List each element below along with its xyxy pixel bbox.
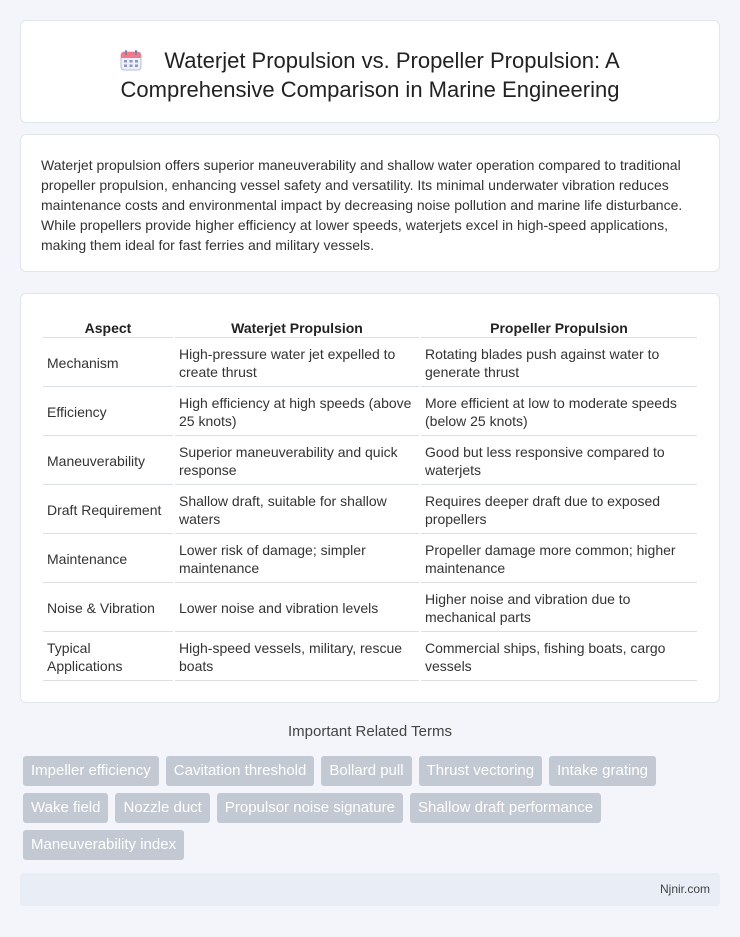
- column-header-aspect: Aspect: [43, 316, 173, 338]
- term-tag[interactable]: Propulsor noise signature: [217, 793, 403, 823]
- table-cell-aspect: Maneuverability: [43, 438, 173, 485]
- table-cell-propeller: Requires deeper draft due to exposed propellers: [421, 487, 697, 534]
- table-row: [43, 340, 697, 387]
- term-tag[interactable]: Wake field: [23, 793, 108, 823]
- table-cell-aspect: Maintenance: [43, 536, 173, 583]
- term-tag[interactable]: Cavitation threshold: [166, 756, 315, 786]
- related-terms-heading: Important Related Terms: [288, 723, 452, 740]
- table-cell-aspect: Efficiency: [43, 389, 173, 436]
- comparison-table: [41, 314, 699, 683]
- term-tag[interactable]: Intake grating: [549, 756, 656, 786]
- term-tag[interactable]: Impeller efficiency: [23, 756, 159, 786]
- table-cell-aspect: Typical Applications: [43, 634, 173, 681]
- table-cell-propeller: Commercial ships, fishing boats, cargo vessels: [421, 634, 697, 681]
- comparison-table-card: [20, 293, 720, 703]
- footer: [20, 873, 720, 906]
- table-cell-waterjet: Superior maneuverability and quick response: [175, 438, 419, 485]
- title-card: [20, 20, 720, 123]
- table-cell-propeller: Propeller damage more common; higher maintenance: [421, 536, 697, 583]
- table-cell-aspect: Draft Requirement: [43, 487, 173, 534]
- table-header-row: [43, 316, 697, 338]
- table-cell-aspect: Mechanism: [43, 340, 173, 387]
- table-row: [43, 487, 697, 534]
- table-cell-waterjet: High-speed vessels, military, rescue boats: [175, 634, 419, 681]
- table-cell-waterjet: High efficiency at high speeds (above 25 knots): [175, 389, 419, 436]
- table-cell-propeller: Higher noise and vibration due to mechanical parts: [421, 585, 697, 632]
- term-tag[interactable]: Shallow draft performance: [410, 793, 601, 823]
- page-title-text: Waterjet Propulsion vs. Propeller Propulsion: A Comprehensive Comparison in Marine Engineering: [120, 48, 620, 102]
- table-row: [43, 634, 697, 681]
- table-row: [43, 389, 697, 436]
- related-terms-list: [23, 756, 723, 867]
- column-header-waterjet: Waterjet Propulsion: [175, 316, 419, 338]
- table-cell-waterjet: Shallow draft, suitable for shallow waters: [175, 487, 419, 534]
- table-cell-waterjet: Lower risk of damage; simpler maintenance: [175, 536, 419, 583]
- table-cell-propeller: Good but less responsive compared to waterjets: [421, 438, 697, 485]
- term-tag[interactable]: Bollard pull: [321, 756, 411, 786]
- table-row: [43, 536, 697, 583]
- summary-text: Waterjet propulsion offers superior maneuverability and shallow water operation compared to traditional propeller propulsion, enhancing vessel safety and versatility. Its minimal underwater vibration reduces maintenance costs and environmental impact by decreasing noise pollution and marine life disturbance. While propellers provide higher efficiency at lower speeds, waterjets excel in high-speed applications, making them ideal for fast ferries and military vessels.: [41, 157, 683, 253]
- table-row: [43, 585, 697, 632]
- calendar-icon: [120, 49, 142, 71]
- term-tag[interactable]: Maneuverability index: [23, 830, 184, 860]
- footer-site[interactable]: Njnir.com: [659, 882, 710, 896]
- table-cell-aspect: Noise & Vibration: [43, 585, 173, 632]
- term-tag[interactable]: Thrust vectoring: [419, 756, 543, 786]
- term-tag[interactable]: Nozzle duct: [115, 793, 209, 823]
- table-row: [43, 438, 697, 485]
- column-header-propeller: Propeller Propulsion: [421, 316, 697, 338]
- summary-card: [20, 134, 720, 272]
- table-cell-propeller: More efficient at low to moderate speeds (below 25 knots): [421, 389, 697, 436]
- table-cell-waterjet: High-pressure water jet expelled to create thrust: [175, 340, 419, 387]
- page-title: [21, 21, 719, 104]
- table-cell-propeller: Rotating blades push against water to generate thrust: [421, 340, 697, 387]
- table-cell-waterjet: Lower noise and vibration levels: [175, 585, 419, 632]
